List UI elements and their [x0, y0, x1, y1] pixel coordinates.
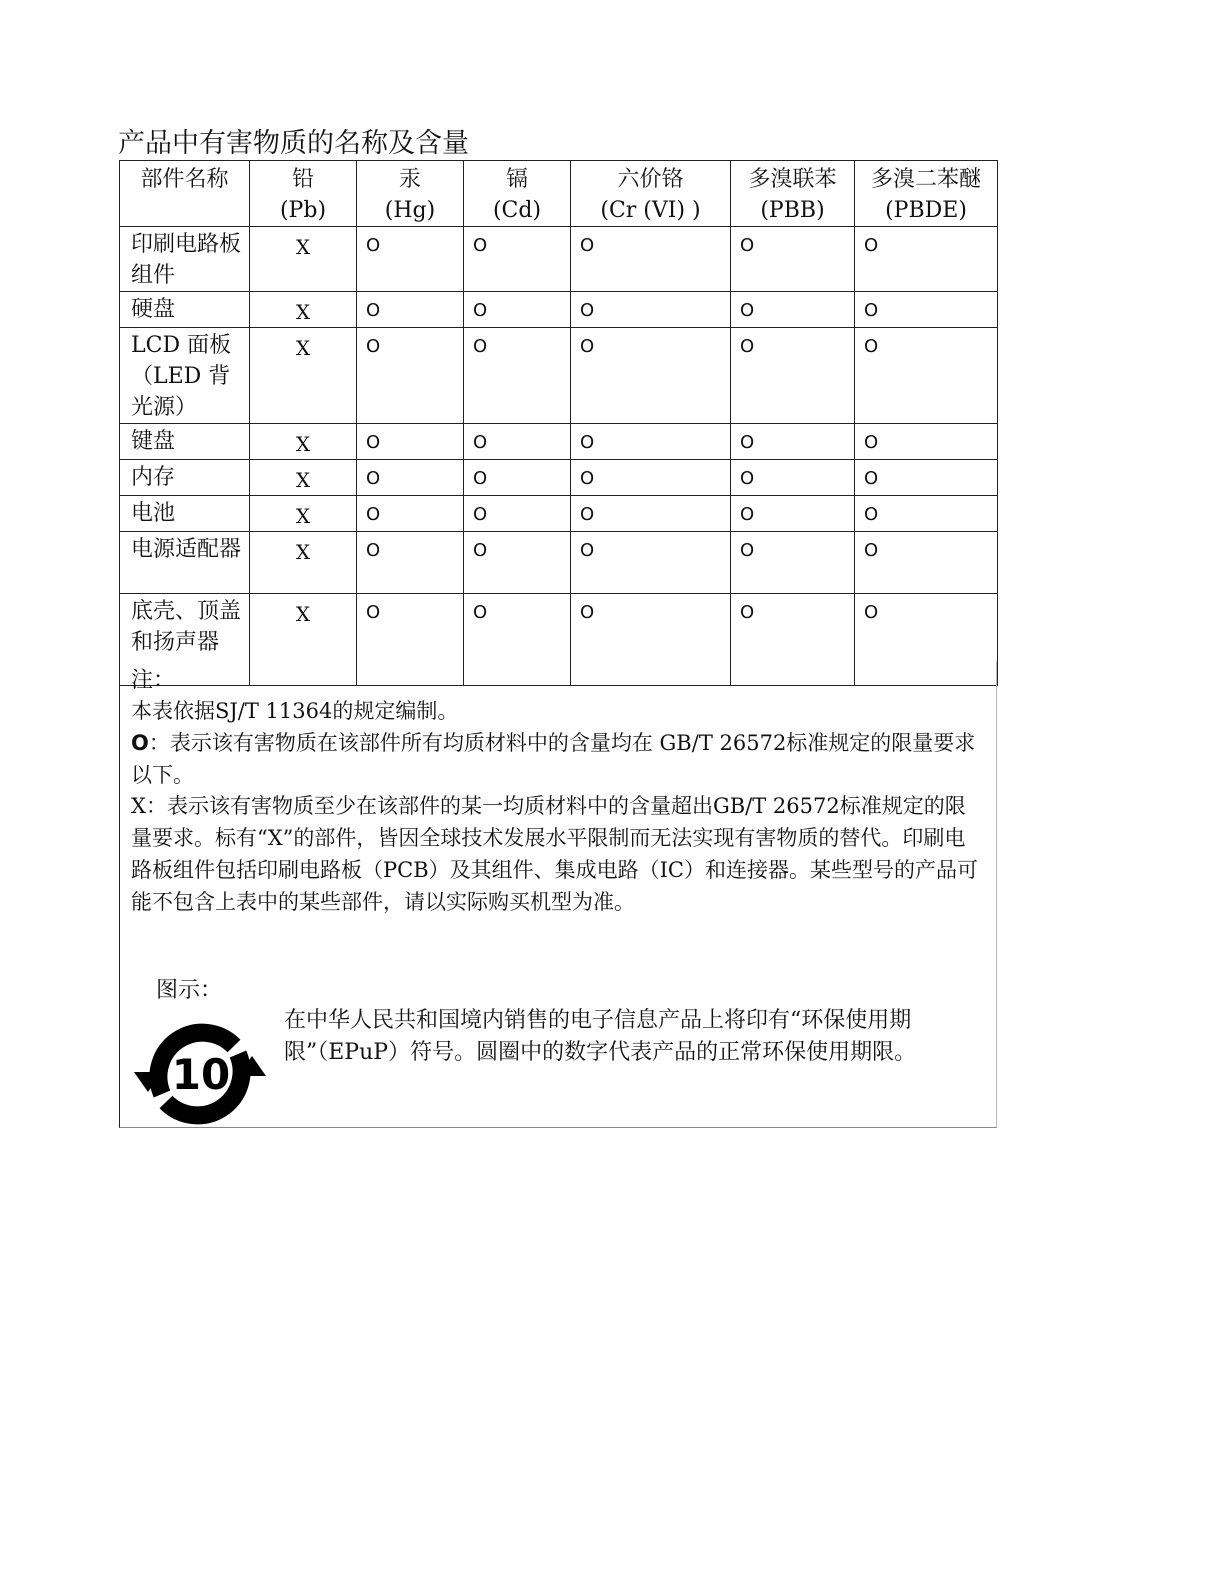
- substance-value-cell: X: [250, 328, 357, 424]
- substance-value-cell: O: [464, 227, 571, 292]
- notes-label: 注：: [131, 668, 176, 693]
- epup-description: 在中华人民共和国境内销售的电子信息产品上将印有“环保使用期限”（EPuP）符号。圆圈中的数字代表产品的正常环保使用期限。: [284, 1008, 917, 1065]
- epup-logo: [132, 1006, 268, 1142]
- substance-value-cell: O: [571, 532, 731, 594]
- note-x-definition: X：表示该有害物质至少在该部件的某一均质材料中的含量超出GB/T 26572标准规定的限量要求。标有“X”的部件，皆因全球技术发展水平限制而无法实现有害物质的替代。印刷电路板组件包括印刷电路板（PCB）及其组件、集成电路（IC）和连接器。某些型号的产品可能不包含上表中的某些部件，请以实际购买机型为准。: [131, 794, 978, 914]
- table-row: [120, 227, 998, 292]
- substance-value-cell: O: [357, 496, 464, 532]
- column-header: [571, 161, 731, 227]
- substance-value-cell: O: [731, 594, 855, 686]
- substance-value-cell: O: [357, 328, 464, 424]
- column-header-name: 六价铬: [617, 167, 684, 192]
- substance-value-cell: O: [571, 292, 731, 328]
- table-header-row: [120, 161, 998, 227]
- substance-value-cell: O: [357, 594, 464, 686]
- part-name-cell: 硬盘: [120, 292, 250, 328]
- substance-value-cell: X: [250, 227, 357, 292]
- substance-value-cell: X: [250, 496, 357, 532]
- column-header-name: 汞: [398, 167, 421, 192]
- page-title: 产品中有害物质的名称及含量: [118, 128, 469, 159]
- substance-value-cell: O: [855, 532, 998, 594]
- substance-value-cell: O: [571, 496, 731, 532]
- substance-value-cell: O: [464, 460, 571, 496]
- substance-value-cell: O: [571, 460, 731, 496]
- column-header: [120, 161, 250, 227]
- column-header: [464, 161, 571, 227]
- o-symbol: O: [131, 731, 149, 755]
- note-o-definition: [131, 727, 981, 791]
- substance-value-cell: O: [357, 460, 464, 496]
- part-name-cell: 印刷电路板组件: [120, 227, 250, 292]
- hazardous-substances-table: [119, 160, 998, 686]
- substance-value-cell: O: [464, 328, 571, 424]
- substance-value-cell: O: [464, 424, 571, 460]
- notes-section: [119, 661, 997, 1128]
- column-header-symbol: (Pb): [279, 198, 327, 223]
- table-row: [120, 532, 998, 594]
- column-header-symbol: (Cr (VI) ): [600, 198, 701, 223]
- substance-value-cell: O: [571, 227, 731, 292]
- substance-value-cell: O: [464, 292, 571, 328]
- column-header-symbol: (Hg): [384, 198, 436, 223]
- substance-value-cell: O: [571, 328, 731, 424]
- substance-value-cell: O: [855, 328, 998, 424]
- substance-value-cell: X: [250, 532, 357, 594]
- substance-value-cell: O: [855, 460, 998, 496]
- column-header: [855, 161, 998, 227]
- substance-value-cell: O: [731, 227, 855, 292]
- column-header: [357, 161, 464, 227]
- part-name-cell: 电池: [120, 496, 250, 532]
- substance-value-cell: O: [731, 460, 855, 496]
- table-body: [120, 227, 998, 686]
- part-name-cell: 底壳、顶盖和扬声器: [120, 594, 250, 686]
- column-header: [250, 161, 357, 227]
- substance-value-cell: O: [855, 594, 998, 686]
- substance-value-cell: O: [855, 227, 998, 292]
- substance-value-cell: X: [250, 424, 357, 460]
- substance-value-cell: O: [571, 424, 731, 460]
- epup-number: 10: [171, 1050, 231, 1099]
- substance-value-cell: O: [855, 292, 998, 328]
- o-definition-text: ：表示该有害物质在该部件所有均质材料中的含量均在 GB/T 26572标准规定的限量要求以下。: [131, 731, 976, 787]
- substance-value-cell: O: [855, 424, 998, 460]
- table-row: [120, 424, 998, 460]
- substance-value-cell: O: [357, 532, 464, 594]
- table-row: [120, 460, 998, 496]
- substance-value-cell: X: [250, 292, 357, 328]
- table-row: [120, 328, 998, 424]
- column-header-name: 镉: [505, 167, 528, 192]
- part-name-cell: 内存: [120, 460, 250, 496]
- column-header-name: 部件名称: [140, 167, 229, 192]
- substance-value-cell: X: [250, 460, 357, 496]
- figure-label: 图示：: [156, 978, 223, 1003]
- column-header-symbol: (PBB): [760, 198, 825, 223]
- part-name-cell: 键盘: [120, 424, 250, 460]
- column-header: [731, 161, 855, 227]
- substance-value-cell: O: [731, 424, 855, 460]
- substance-value-cell: O: [464, 532, 571, 594]
- column-header-symbol: (PBDE): [885, 198, 967, 223]
- substance-value-cell: O: [731, 328, 855, 424]
- substance-value-cell: O: [571, 594, 731, 686]
- column-header-name: 多溴二苯醚: [870, 167, 981, 192]
- substance-value-cell: O: [464, 496, 571, 532]
- substance-value-cell: O: [357, 292, 464, 328]
- table-row: [120, 292, 998, 328]
- substance-value-cell: X: [250, 594, 357, 686]
- part-name-cell: 电源适配器: [120, 532, 250, 594]
- table-row: [120, 496, 998, 532]
- substance-value-cell: O: [357, 424, 464, 460]
- substance-value-cell: O: [731, 496, 855, 532]
- substance-value-cell: O: [855, 496, 998, 532]
- column-header-name: 铅: [291, 167, 314, 192]
- substance-value-cell: O: [464, 594, 571, 686]
- substance-value-cell: O: [731, 292, 855, 328]
- substance-value-cell: O: [731, 532, 855, 594]
- substance-value-cell: O: [357, 227, 464, 292]
- column-header-symbol: (Cd): [492, 198, 542, 223]
- notes-basis: 本表依据SJ/T 11364的规定编制。: [131, 699, 459, 723]
- part-name-cell: LCD 面板（LED 背光源）: [120, 328, 250, 424]
- column-header-name: 多溴联苯: [748, 167, 837, 192]
